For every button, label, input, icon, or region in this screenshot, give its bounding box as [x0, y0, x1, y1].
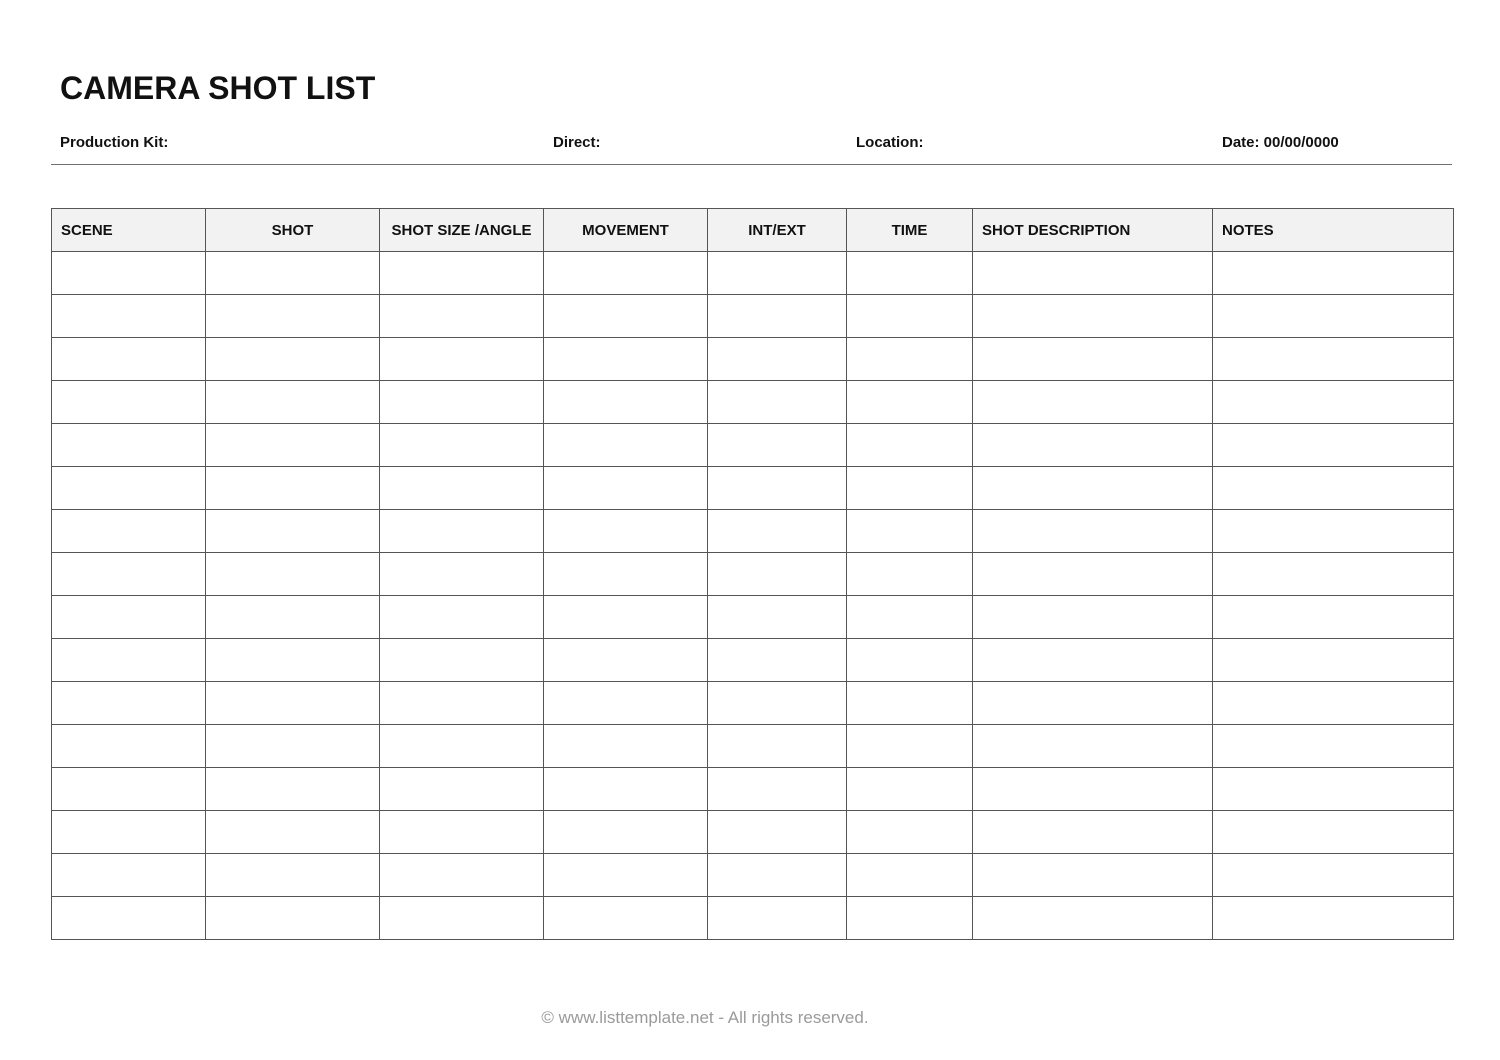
table-cell[interactable]	[544, 725, 708, 768]
table-cell[interactable]	[1213, 252, 1454, 295]
table-cell[interactable]	[973, 811, 1213, 854]
table-body	[52, 252, 1454, 940]
table-cell[interactable]	[206, 639, 380, 682]
table-cell[interactable]	[380, 467, 544, 510]
table-cell[interactable]	[708, 295, 847, 338]
table-cell[interactable]	[206, 811, 380, 854]
table-cell[interactable]	[847, 639, 973, 682]
table-cell[interactable]	[544, 252, 708, 295]
table-cell[interactable]	[52, 897, 206, 940]
table-cell[interactable]	[544, 854, 708, 897]
table-cell[interactable]	[847, 252, 973, 295]
table-cell[interactable]	[52, 596, 206, 639]
table-cell[interactable]	[52, 424, 206, 467]
table-cell[interactable]	[380, 768, 544, 811]
table-cell[interactable]	[206, 854, 380, 897]
column-header-scene: SCENE	[52, 209, 206, 252]
table-cell[interactable]	[206, 725, 380, 768]
direct-label: Direct:	[553, 134, 601, 151]
column-header-shot-size-angle: SHOT SIZE /ANGLE	[380, 209, 544, 252]
table-cell[interactable]	[1213, 295, 1454, 338]
table-cell[interactable]	[847, 725, 973, 768]
table-cell[interactable]	[380, 725, 544, 768]
copyright-footer: © www.listtemplate.net - All rights reserved.	[541, 1008, 869, 1027]
table-row	[52, 553, 1454, 596]
table-cell[interactable]	[380, 295, 544, 338]
table-row	[52, 639, 1454, 682]
table-row	[52, 424, 1454, 467]
table-cell[interactable]	[708, 854, 847, 897]
table-cell[interactable]	[973, 639, 1213, 682]
table-cell[interactable]	[847, 682, 973, 725]
table-cell[interactable]	[1213, 682, 1454, 725]
table-cell[interactable]	[847, 424, 973, 467]
table-cell[interactable]	[973, 467, 1213, 510]
table-row	[52, 725, 1454, 768]
table-cell[interactable]	[206, 553, 380, 596]
table-cell[interactable]	[708, 424, 847, 467]
date-label: Date: 00/00/0000	[1222, 134, 1339, 151]
table-cell[interactable]	[973, 725, 1213, 768]
table-row	[52, 854, 1454, 897]
table-cell[interactable]	[206, 897, 380, 940]
table-cell[interactable]	[380, 639, 544, 682]
table-cell[interactable]	[206, 338, 380, 381]
table-cell[interactable]	[52, 682, 206, 725]
table-cell[interactable]	[52, 381, 206, 424]
table-cell[interactable]	[973, 424, 1213, 467]
table-cell[interactable]	[380, 252, 544, 295]
table-cell[interactable]	[708, 553, 847, 596]
shot-list-table	[51, 208, 1454, 940]
table-row	[52, 338, 1454, 381]
table-cell[interactable]	[544, 897, 708, 940]
table-cell[interactable]	[52, 725, 206, 768]
table-cell[interactable]	[544, 338, 708, 381]
table-row	[52, 252, 1454, 295]
location-label: Location:	[856, 134, 924, 151]
table-cell[interactable]	[847, 510, 973, 553]
table-row	[52, 682, 1454, 725]
table-cell[interactable]	[973, 897, 1213, 940]
table-cell[interactable]	[544, 295, 708, 338]
table-cell[interactable]	[206, 424, 380, 467]
table-cell[interactable]	[847, 768, 973, 811]
table-cell[interactable]	[847, 596, 973, 639]
table-cell[interactable]	[847, 854, 973, 897]
table-row	[52, 295, 1454, 338]
table-cell[interactable]	[708, 467, 847, 510]
table-cell[interactable]	[52, 295, 206, 338]
table-cell[interactable]	[973, 252, 1213, 295]
table-cell[interactable]	[52, 338, 206, 381]
table-cell[interactable]	[52, 510, 206, 553]
table-cell[interactable]	[708, 768, 847, 811]
table-cell[interactable]	[1213, 510, 1454, 553]
table-cell[interactable]	[708, 338, 847, 381]
table-row	[52, 768, 1454, 811]
table-cell[interactable]	[380, 338, 544, 381]
table-cell[interactable]	[52, 854, 206, 897]
table-cell[interactable]	[544, 381, 708, 424]
table-cell[interactable]	[1213, 854, 1454, 897]
table-row	[52, 510, 1454, 553]
table-cell[interactable]	[1213, 338, 1454, 381]
column-header-time: TIME	[847, 209, 973, 252]
table-cell[interactable]	[52, 252, 206, 295]
table-cell[interactable]	[847, 338, 973, 381]
column-header-int-ext: INT/EXT	[708, 209, 847, 252]
table-cell[interactable]	[973, 510, 1213, 553]
table-cell[interactable]	[544, 467, 708, 510]
table-cell[interactable]	[380, 553, 544, 596]
table-cell[interactable]	[708, 811, 847, 854]
table-cell[interactable]	[973, 854, 1213, 897]
table-cell[interactable]	[1213, 639, 1454, 682]
table-cell[interactable]	[847, 381, 973, 424]
table-cell[interactable]	[1213, 897, 1454, 940]
column-header-movement: MOVEMENT	[544, 209, 708, 252]
table-cell[interactable]	[52, 639, 206, 682]
table-cell[interactable]	[708, 381, 847, 424]
table-cell[interactable]	[973, 553, 1213, 596]
table-cell[interactable]	[1213, 381, 1454, 424]
table-row	[52, 596, 1454, 639]
table-cell[interactable]	[380, 510, 544, 553]
table-cell[interactable]	[206, 510, 380, 553]
table-cell[interactable]	[544, 553, 708, 596]
table-cell[interactable]	[708, 897, 847, 940]
table-cell[interactable]	[206, 596, 380, 639]
table-cell[interactable]	[206, 252, 380, 295]
table-cell[interactable]	[544, 596, 708, 639]
table-cell[interactable]	[1213, 467, 1454, 510]
table-cell[interactable]	[52, 467, 206, 510]
table-row	[52, 811, 1454, 854]
table-cell[interactable]	[206, 682, 380, 725]
table-cell[interactable]	[52, 811, 206, 854]
table-cell[interactable]	[708, 639, 847, 682]
table-cell[interactable]	[708, 596, 847, 639]
table-cell[interactable]	[973, 338, 1213, 381]
table-row	[52, 897, 1454, 940]
page-title: CAMERA SHOT LIST	[60, 70, 376, 106]
column-header-notes: NOTES	[1213, 209, 1454, 252]
table-cell[interactable]	[973, 682, 1213, 725]
table-cell[interactable]	[380, 897, 544, 940]
column-header-shot: SHOT	[206, 209, 380, 252]
table-cell[interactable]	[380, 682, 544, 725]
column-header-shot-description: SHOT DESCRIPTION	[973, 209, 1213, 252]
table-cell[interactable]	[973, 768, 1213, 811]
table-cell[interactable]	[1213, 768, 1454, 811]
table-cell[interactable]	[544, 768, 708, 811]
table-cell[interactable]	[708, 510, 847, 553]
table-cell[interactable]	[380, 381, 544, 424]
table-cell[interactable]	[1213, 424, 1454, 467]
table-cell[interactable]	[1213, 725, 1454, 768]
table-cell[interactable]	[847, 897, 973, 940]
table-cell[interactable]	[544, 811, 708, 854]
table-cell[interactable]	[708, 682, 847, 725]
table-cell[interactable]	[847, 467, 973, 510]
table-cell[interactable]	[544, 639, 708, 682]
table-cell[interactable]	[973, 596, 1213, 639]
table-row	[52, 467, 1454, 510]
table-cell[interactable]	[206, 381, 380, 424]
table-cell[interactable]	[206, 467, 380, 510]
table-cell[interactable]	[380, 854, 544, 897]
table-cell[interactable]	[708, 252, 847, 295]
table-cell[interactable]	[380, 811, 544, 854]
table-cell[interactable]	[544, 510, 708, 553]
table-cell[interactable]	[708, 725, 847, 768]
table-cell[interactable]	[1213, 811, 1454, 854]
table-cell[interactable]	[206, 768, 380, 811]
table-cell[interactable]	[973, 381, 1213, 424]
table-cell[interactable]	[1213, 596, 1454, 639]
table-cell[interactable]	[847, 295, 973, 338]
production-info-row	[51, 128, 1452, 165]
table-cell[interactable]	[380, 424, 544, 467]
table-cell[interactable]	[973, 295, 1213, 338]
table-cell[interactable]	[52, 553, 206, 596]
table-cell[interactable]	[1213, 553, 1454, 596]
table-row	[52, 381, 1454, 424]
table-cell[interactable]	[380, 596, 544, 639]
table-cell[interactable]	[206, 295, 380, 338]
table-cell[interactable]	[847, 553, 973, 596]
table-cell[interactable]	[847, 811, 973, 854]
table-header-row	[52, 209, 1454, 252]
table-cell[interactable]	[544, 682, 708, 725]
production-kit-label: Production Kit:	[60, 134, 169, 151]
table-cell[interactable]	[52, 768, 206, 811]
table-cell[interactable]	[544, 424, 708, 467]
